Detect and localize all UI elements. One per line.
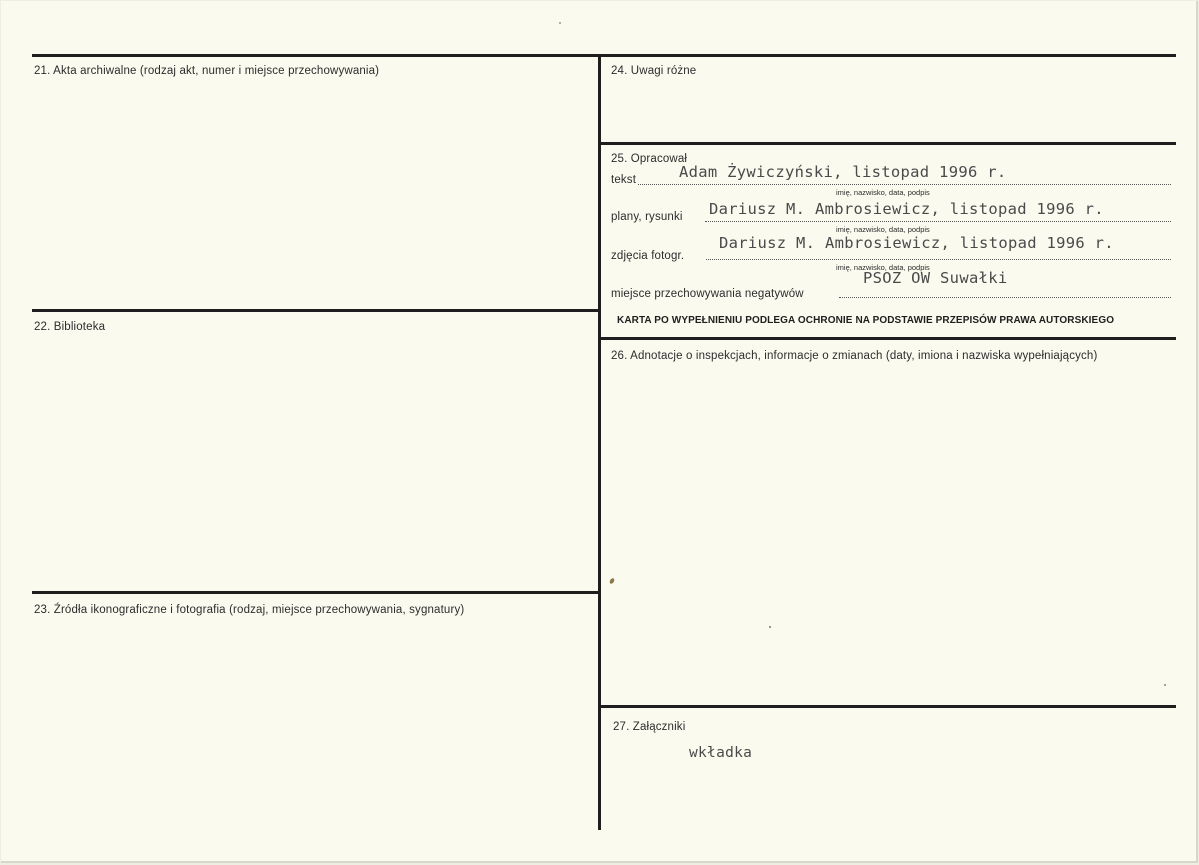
- rule-25-26: [598, 337, 1176, 340]
- plany-caption: imię, nazwisko, data, podpis: [836, 225, 930, 234]
- plany-value: Dariusz M. Ambrosiewicz, listopad 1996 r.: [709, 200, 1104, 218]
- center-divider: [598, 54, 601, 830]
- negatywy-value: PSOZ OW Suwałki: [863, 269, 1008, 287]
- paper-speck: [1164, 684, 1166, 686]
- rule-26-27: [598, 705, 1176, 708]
- record-card: [1, 1, 1198, 863]
- tekst-dotline: [638, 184, 1171, 185]
- section-27-label: 27. Załączniki: [613, 721, 686, 733]
- zdjecia-caption: imię, nazwisko, data, podpis: [836, 263, 930, 272]
- tekst-caption: imię, nazwisko, data, podpis: [836, 188, 930, 197]
- paper-speck: [769, 626, 771, 628]
- tekst-label: tekst: [611, 174, 637, 186]
- section-21-label: 21. Akta archiwalne (rodzaj akt, numer i miejsce przechowywania): [34, 65, 380, 77]
- plany-dotline: [705, 221, 1171, 222]
- rule-24-25: [598, 142, 1176, 145]
- section-22-label: 22. Biblioteka: [34, 321, 106, 333]
- paper-speck: [559, 22, 561, 24]
- zdjecia-dotline: [706, 259, 1171, 260]
- negatywy-label: miejsce przechowywania negatywów: [611, 288, 804, 300]
- plany-label: plany, rysunki: [611, 211, 683, 223]
- section-26-label: 26. Adnotacje o inspekcjach, informacje o zmianach (daty, imiona i nazwiska wypełniających): [611, 350, 1098, 362]
- paper-speck: [609, 577, 615, 584]
- tekst-value: Adam Żywiczyński, listopad 1996 r.: [679, 163, 1007, 181]
- section-25-label: 25. Opracował: [611, 153, 688, 165]
- top-rule: [32, 54, 1176, 57]
- rule-22-23: [32, 591, 601, 594]
- zdjecia-value: Dariusz M. Ambrosiewicz, listopad 1996 r.: [719, 234, 1114, 252]
- negatywy-dotline: [839, 297, 1171, 298]
- zalaczniki-value: wkładka: [689, 745, 753, 761]
- copyright-notice: KARTA PO WYPEŁNIENIU PODLEGA OCHRONIE NA PODSTAWIE PRZEPISÓW PRAWA AUTORSKIEGO: [617, 315, 1115, 326]
- rule-21-22: [32, 309, 601, 312]
- section-23-label: 23. Źródła ikonograficzne i fotografia (rodzaj, miejsce przechowywania, sygnatury): [34, 604, 465, 616]
- section-24-label: 24. Uwagi różne: [611, 65, 697, 77]
- zdjecia-label: zdjęcia fotogr.: [611, 250, 685, 262]
